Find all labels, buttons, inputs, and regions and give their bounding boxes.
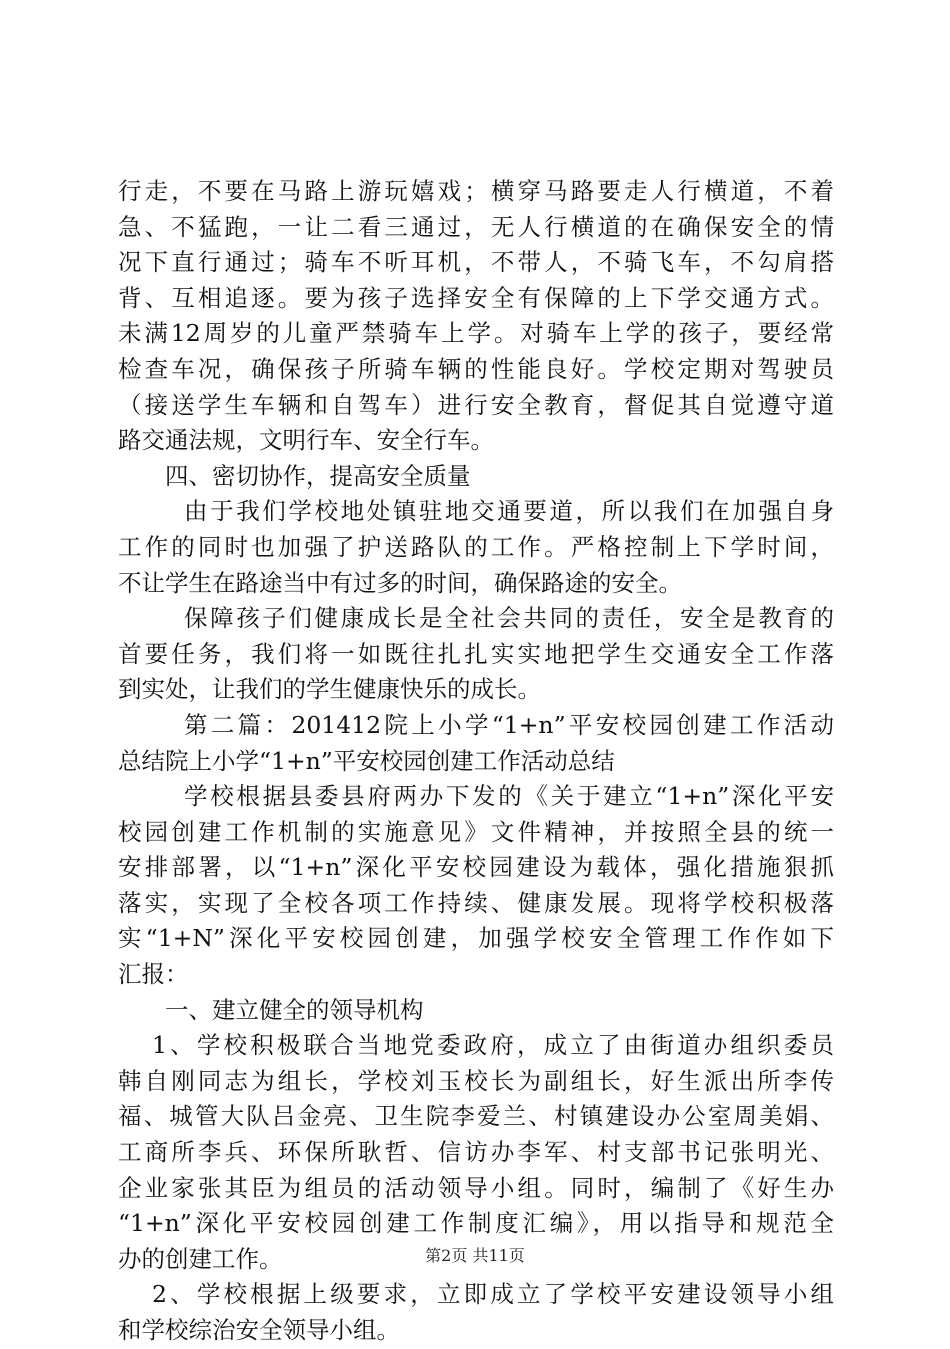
body-line: 企业家张其臣为组员的活动领导小组。同时，编制了《好生办: [118, 1173, 834, 1202]
body-line: 由于我们学校地处镇驻地交通要道，所以我们在加强自身: [184, 497, 834, 526]
document-body: [118, 174, 834, 1349]
body-line: 未满12周岁的儿童严禁骑车上学。对骑车上学的孩子，要经常: [118, 319, 834, 348]
body-line: 和学校综治安全领导小组。: [118, 1316, 400, 1344]
body-line: 1、学校积极联合当地党委政府，成立了由街道办组织委员: [152, 1031, 834, 1060]
body-line: 行走，不要在马路上游玩嬉戏；横穿马路要走人行横道，不着: [118, 177, 834, 205]
body-line: 工商所李兵、环保所耿哲、信访办李军、村支部书记张明光、: [118, 1138, 834, 1167]
chapter-title: 第二篇：201412院上小学“1+n”平安校园创建工作活动: [184, 710, 834, 739]
body-line: 路交通法规，文明行车、安全行车。: [118, 426, 494, 455]
body-line: 办的创建工作。: [118, 1244, 283, 1273]
body-line: “1+n”深化平安校园创建工作制度汇编》，用以指导和规范全: [118, 1209, 834, 1238]
body-line: 2、学校根据上级要求，立即成立了学校平安建设领导小组: [152, 1280, 834, 1309]
body-line: 汇报：: [118, 960, 189, 989]
section-heading: 一、建立健全的领导机构: [165, 995, 424, 1024]
body-line: 实“1+N”深化平安校园创建，加强学校安全管理工作作如下: [118, 924, 834, 953]
body-line: 急、不猛跑，一让二看三通过，无人行横道的在确保安全的情: [118, 212, 834, 241]
body-line: 韩自刚同志为组长，学校刘玉校长为副组长，好生派出所李传: [118, 1066, 834, 1095]
section-heading: 四、密切协作，提高安全质量: [165, 461, 471, 490]
body-line: （接送学生车辆和自驾车）进行安全教育，督促其自觉遵守道: [118, 390, 834, 419]
body-line: 校园创建工作机制的实施意见》文件精神，并按照全县的统一: [118, 817, 834, 846]
body-line: 学校根据县委县府两办下发的《关于建立“1+n”深化平安: [184, 782, 834, 811]
body-line: 到实处，让我们的学生健康快乐的成长。: [118, 675, 541, 704]
body-line: 背、互相追逐。要为孩子选择安全有保障的上下学交通方式。: [118, 283, 834, 312]
body-line: 检查车况，确保孩子所骑车辆的性能良好。学校定期对驾驶员: [118, 354, 834, 383]
body-line: 工作的同时也加强了护送路队的工作。严格控制上下学时间，: [118, 532, 834, 561]
body-line: 保障孩子们健康成长是全社会共同的责任，安全是教育的: [184, 604, 834, 633]
body-line: 首要任务，我们将一如既往扎扎实实地把学生交通安全工作落: [118, 639, 834, 668]
body-line: 况下直行通过；骑车不听耳机，不带人，不骑飞车，不勾肩搭: [118, 248, 834, 277]
body-line: 福、城管大队吕金亮、卫生院李爱兰、村镇建设办公室周美娟、: [118, 1102, 834, 1131]
page-number-footer: 第2页 共11页: [425, 1246, 525, 1265]
body-line: 落实，实现了全校各项工作持续、健康发展。现将学校积极落: [118, 888, 834, 917]
chapter-title: 总结院上小学“1+n”平安校园创建工作活动总结: [118, 746, 615, 775]
body-line: 安排部署，以“1+n”深化平安校园建设为载体，强化措施狠抓: [118, 853, 834, 882]
body-line: 不让学生在路途当中有过多的时间，确保路途的安全。: [118, 568, 682, 597]
